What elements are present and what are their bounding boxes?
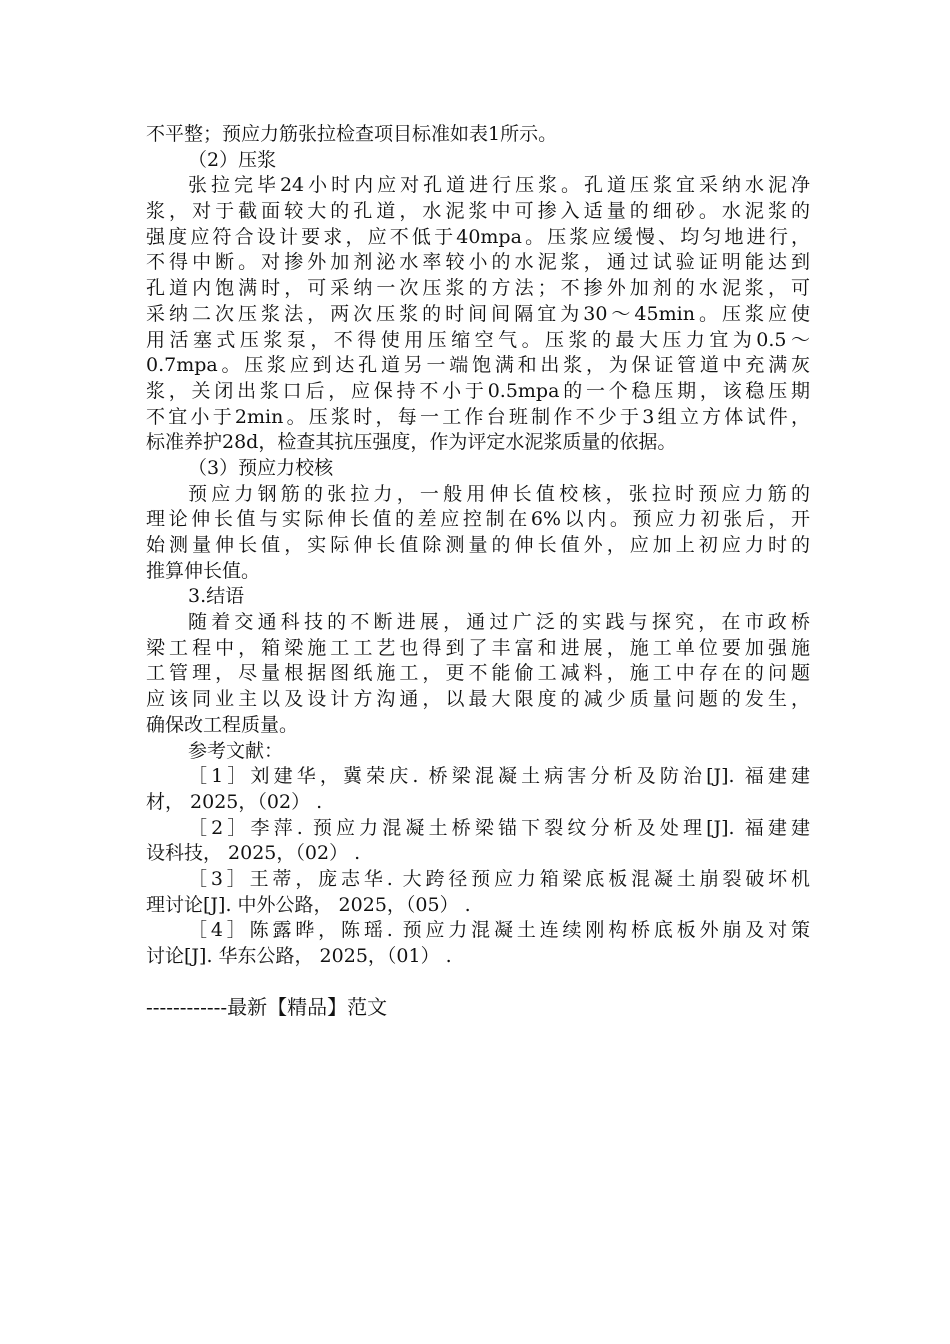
- text-line: 确保改工程质量。: [146, 713, 299, 736]
- footer-label: ------------最新【精品】范文: [146, 995, 388, 1019]
- text-line: 张拉完毕24小时内应对孔道进行压浆。孔道压浆宜采纳水泥净: [188, 174, 810, 197]
- text-line: 用活塞式压浆泵，不得使用压缩空气。压浆的最大压力宜为0.5～: [146, 328, 810, 351]
- text-line: 标准养护28d，检查其抗压强度，作为评定水泥浆质量的依据。: [146, 431, 677, 454]
- text-line: 0.7mpa。压浆应到达孔道另一端饱满和出浆，为保证管道中充满灰: [146, 354, 810, 377]
- text-line: 工管理，尽量根据图纸施工，更不能偷工减料，施工中存在的问题: [146, 662, 810, 685]
- text-line: 孔道内饱满时，可采纳一次压浆的方法；不掺外加剂的水泥浆，可: [146, 277, 810, 300]
- text-line: 随着交通科技的不断进展，通过广泛的实践与探究，在市政桥: [188, 611, 810, 634]
- text-line: ［2］李萍. 预应力混凝土桥梁锚下裂纹分析及处理[J]. 福建建: [188, 816, 810, 839]
- text-line: 采纳二次压浆法，两次压浆的时间间隔宜为30～45min。压浆应使: [146, 302, 810, 325]
- text-line: 设科技， 2025，（02） .: [146, 842, 361, 865]
- text-line: 梁工程中，箱梁施工工艺也得到了丰富和进展，施工单位要加强施: [146, 636, 810, 659]
- text-line: 材， 2025，（02） .: [146, 790, 323, 813]
- text-line: （2）压浆: [188, 148, 277, 171]
- text-line: （3）预应力校核: [188, 456, 334, 479]
- text-line: 参考文献：: [188, 739, 284, 762]
- text-line: ［4］陈露晔，陈瑶. 预应力混凝土连续刚构桥底板外崩及对策: [188, 919, 810, 942]
- text-line: 不平整；预应力筋张拉检查项目标准如表1所示。: [146, 123, 558, 145]
- text-line: 3.结语: [188, 585, 245, 608]
- text-line: 不宜小于2min。压浆时，每一工作台班制作不少于3组立方体试件，: [146, 405, 810, 428]
- text-line: 始测量伸长值，实际伸长值除测量的伸长值外，应加上初应力时的: [146, 534, 810, 556]
- text-line: 浆，关闭出浆口后，应保持不小于0.5mpa的一个稳压期，该稳压期: [146, 379, 810, 402]
- text-line: 理论伸长值与实际伸长值的差应控制在6%以内。预应力初张后，开: [146, 508, 810, 531]
- document-body: [146, 122, 810, 970]
- text-line: 不得中断。对掺外加剂泌水率较小的水泥浆，通过试验证明能达到: [146, 251, 810, 274]
- text-line: 讨论[J]. 华东公路， 2025，（01） .: [146, 945, 452, 967]
- text-line: 理讨论[J]. 中外公路， 2025，（05） .: [146, 893, 471, 916]
- text-line: ［3］王蒂，庞志华. 大跨径预应力箱梁底板混凝土崩裂破坏机: [188, 867, 810, 890]
- text-line: 强度应符合设计要求，应不低于40mpa。压浆应缓慢、均匀地进行，: [146, 225, 810, 248]
- text-line: ［1］刘建华，冀荣庆. 桥梁混凝土病害分析及防治[J]. 福建建: [188, 765, 810, 788]
- text-line: 推算伸长值。: [146, 559, 261, 582]
- text-line: 预应力钢筋的张拉力，一般用伸长值校核，张拉时预应力筋的: [188, 482, 810, 505]
- text-line: 应该同业主以及设计方沟通，以最大限度的减少质量问题的发生，: [146, 688, 810, 711]
- text-line: 浆，对于截面较大的孔道，水泥浆中可掺入适量的细砂。水泥浆的: [146, 200, 810, 223]
